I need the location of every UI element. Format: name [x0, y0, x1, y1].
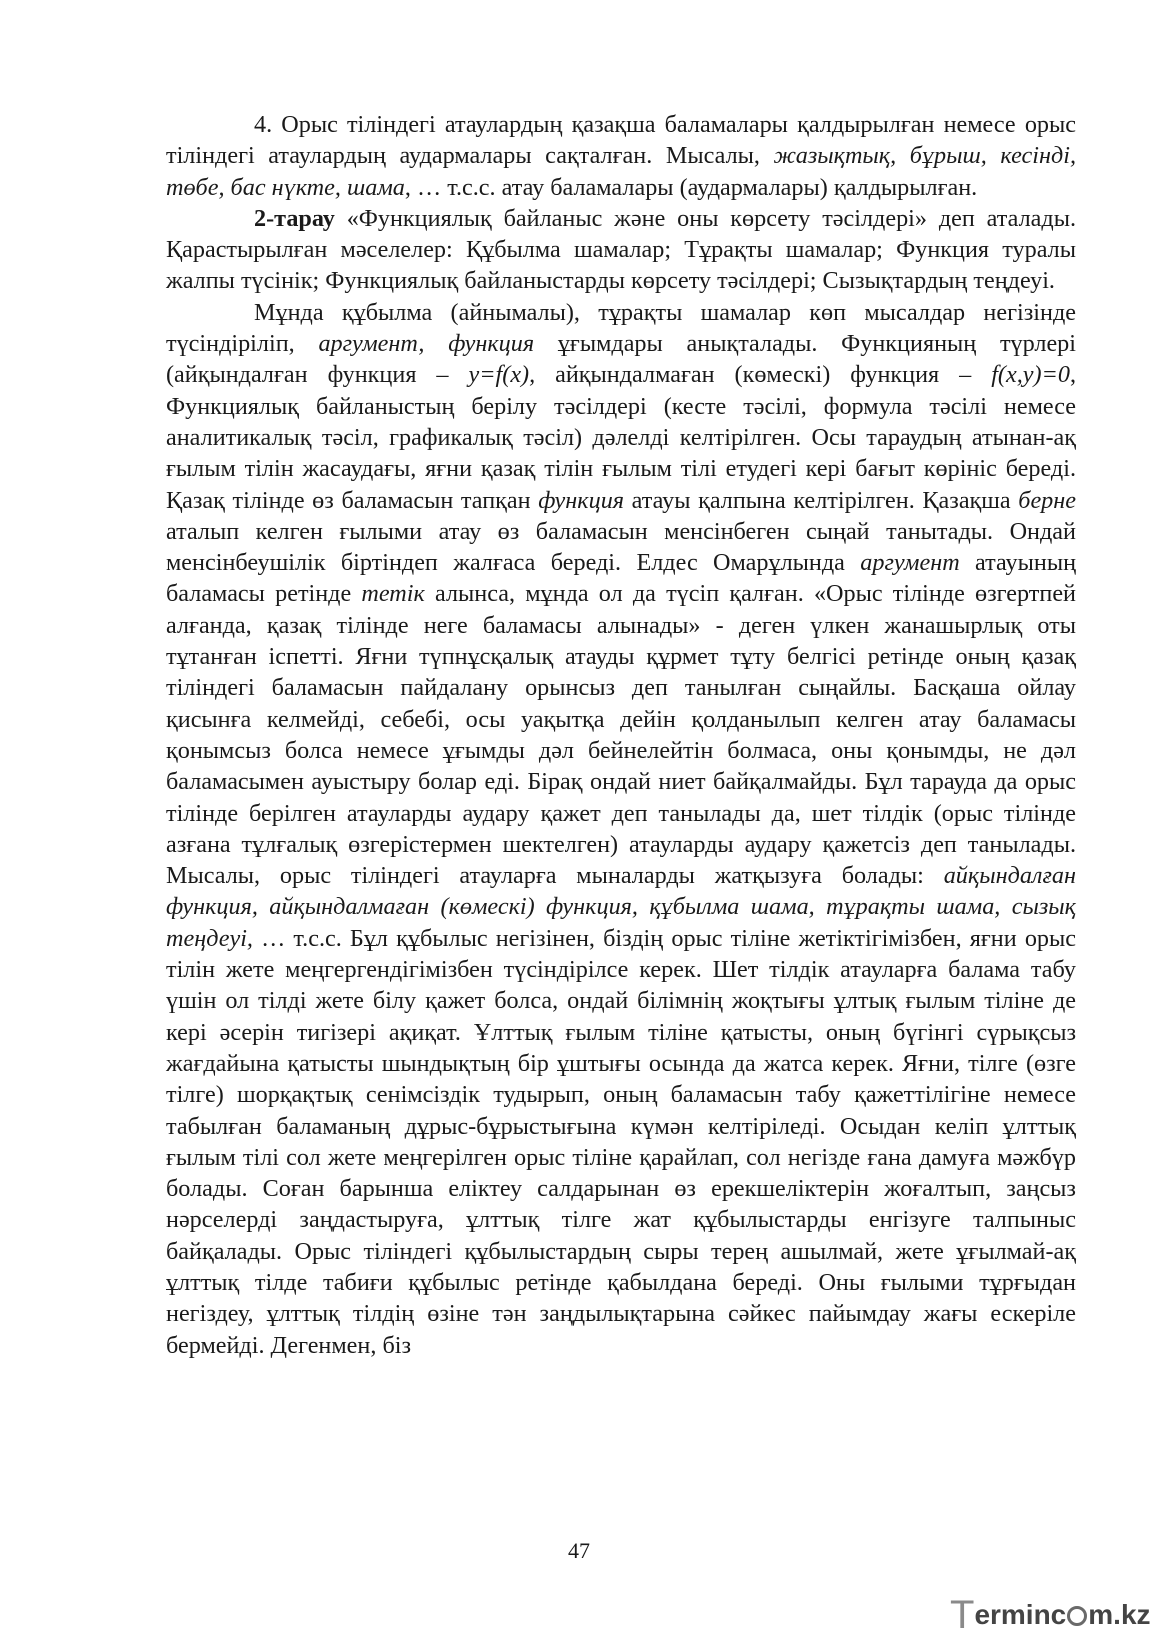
text-run: Мұнда құбылма (айнымалы), тұрақты шамалар көп мысалдар негізінде түсіндіріліп,: [166, 298, 1076, 358]
text-run: «Функциялық байланыс және оны көрсету тәсілдері» деп аталады. Қарастырылған мәселелер: Құбылма шамалар; Тұрақты шамалар; Функция туралы жалпы түсінік; Функциялық байланыстарды көрсету тәсілдері; Сызықтардың теңдеуі.: [166, 204, 1076, 295]
text-run: атауы қалпына келтірілген. Қазақша: [624, 486, 1019, 514]
paragraph: [166, 109, 1076, 203]
text-run: алынса, мұнда ол да түсіп қалған. «Орыс тілінде өзгертпей алғанда, қазақ тілінде неге баламасы алынады» - деген үлкен жанашырлық оты тұтанған іспетті. Яғни түпнұсқалық атауды құрмет тұту белгісі ретінде оның қазақ тіліндегі баламасын пайдалану орынсыз деп танылған сыңайлы. Басқаша ойлау қисынға келмейді, себебі, осы уақытқа дейін қолданылып келген атау баламасы қонымсыз болса немесе ұғымды дәл бейнелейтін болмаса, оны қонымды, не дәл баламасымен ауыстыру болар еді. Бірақ ондай ниет байқалмайды. Бұл тарауда да орыс тілінде берілген атауларды аудару қажет деп танылады да, шет тілдік (орыс тілінде азғана тұлғалық өзгерістермен шектелген) атауларды аудару қажетсіз деп танылады. Мысалы, орыс тіліндегі атауларға мыналарды жатқызуға болады:: [166, 580, 1076, 890]
text-run: , … т.с.с. атау баламалары (аудармалары) қалдырылған.: [404, 173, 978, 201]
paragraph: [166, 297, 1076, 1361]
italic-text-run: берне: [1018, 486, 1077, 514]
italic-text-run: жазықтық, бұрыш, кесінді, төбе, бас нүкте, шама: [166, 142, 1076, 201]
logo-text-start: erminc: [974, 1599, 1067, 1630]
italic-text-run: y=f(x),: [468, 361, 536, 389]
italic-text-run: f(x,y)=0: [991, 361, 1070, 389]
italic-text-run: аргумент, функция: [318, 330, 535, 358]
text-run: 4. Орыс тіліндегі атаулардың қазақша баламалары қалдырылған немесе орыс тіліндегі атаулардың аудармалары сақталған. Мысалы,: [166, 111, 1076, 170]
logo-text-end: m.kz: [1088, 1599, 1151, 1630]
italic-text-run: тетік: [361, 580, 425, 608]
text-run: … т.с.с. Бұл құбылыс негізінен, біздің орыс тіліне жетіктігімізбен, яғни орыс тілін жете меңгергендігімізбен түсіндірілсе керек. Шет тілдік атауларға балама табу үшін ол тілді жете білу қажет болса, ондай білімнің жоқтығы ұлтық ғылым тіліне де кері әсерін тигізері ақиқат. Ұлттық ғылым тіліне қатысты, оның бүгінгі сүрықсыз жағдайына қатысты шындықтың бір ұштығы осында да жатса керек. Яғни, тілге (өзге тілге) шорқақтық сенімсіздік тудырып, оның баламасын табу қажеттілігіне немесе табылған баламаның дұрыс-бұрыстығына күмән келтіріледі. Осыдан келіп ұлттық ғылым тілі сол жете меңгерілген орыс тіліне қарайлап, сол негізде ғана дамуға мәжбүр болады. Соған барынша еліктеу салдарынан өз ерекшеліктерін жоғалтып, заңсыз нәрселерді заңдастыруға, ұлттық тілге жат құбылыстарды енгізуге талпыныс байқалады. Орыс тіліндегі құбылыстардың сыры терең ашылмай, жете ұғылмай-ақ ұлттық тілде табиғи құбылыс ретінде қабылдана береді. Оны ғылыми тұрғыдан негіздеу, ұлттық тілдің өзіне тән заңдылықтарына сәйкес пайымдау жағы ескеріле бермейді. Дегенмен, біз: [166, 924, 1076, 1359]
paragraph: [166, 203, 1076, 297]
termincom-logo: [950, 1593, 1151, 1637]
text-run: , Функциялық байланыстың берілу тәсілдері (кесте тәсілі, формула тәсілі немесе аналитикалық тәсіл, графикалық тәсіл) дәлелді келтірілген. Осы тараудың атынан-ақ ғылым тілін жасаудағы, яғни қазақ тілін ғылым тілі етудегі кері бағыт көрініс береді. Қазақ тілінде өз баламасын тапқан: [166, 361, 1077, 514]
bold-text-run: 2-тарау: [254, 204, 335, 232]
italic-text-run: функция: [538, 486, 625, 514]
text-run: атауының баламасы ретінде: [166, 549, 1077, 608]
text-run: ұғымдары анықталады. Функцияның түрлері (айқындалған функция –: [166, 330, 1076, 389]
text-run: айқындалмаған (көмескі) функция –: [535, 361, 992, 389]
document-body: [166, 109, 1076, 1361]
logo-ring-icon: [1067, 1606, 1087, 1626]
italic-text-run: айқындалған функция, айқындалмаған (көмескі) функция, құбылма шама, тұрақты шама, сызық теңдеуі,: [166, 862, 1076, 952]
italic-text-run: аргумент: [860, 549, 960, 577]
page-number: 47: [568, 1538, 590, 1563]
text-run: аталып келген ғылыми атау өз баламасын менсінбеген сыңай танытады. Ондай менсінбеушілік біртіндеп жалғаса береді. Елдес Омарұлында: [166, 517, 1076, 577]
logo-letter: T: [950, 1593, 975, 1637]
